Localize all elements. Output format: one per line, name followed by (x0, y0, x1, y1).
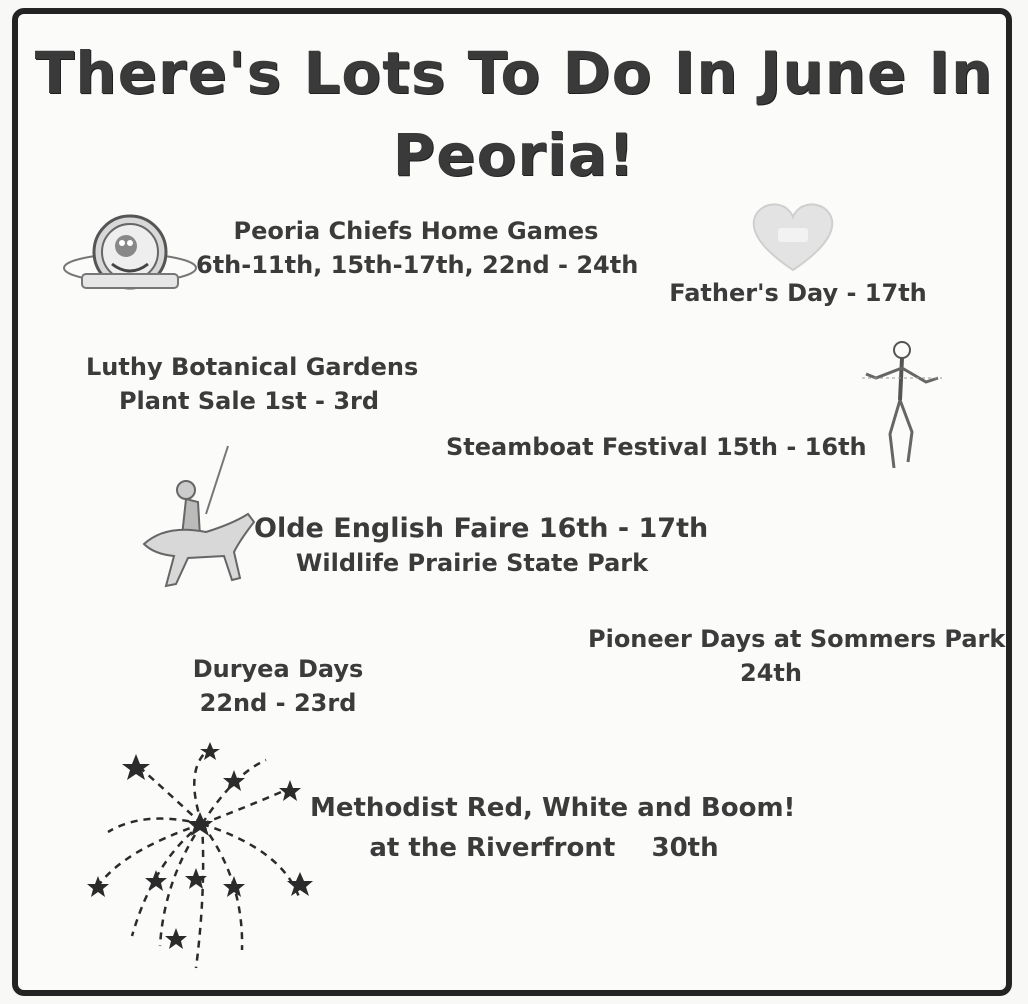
event-luthy-dates: Plant Sale 1st - 3rd (118, 387, 380, 415)
event-boom-location: at the Riverfront 30th (369, 833, 719, 863)
event-boom (310, 788, 796, 868)
event-faire-location: Wildlife Prairie State Park (295, 549, 649, 577)
event-fathers-day-title: Father's Day - 17th (669, 279, 927, 307)
event-duryea (180, 652, 376, 720)
runner-icon (862, 338, 942, 472)
event-chiefs-title: Peoria Chiefs Home Games (233, 217, 599, 245)
event-faire-title: Olde English Faire 16th - 17th (254, 513, 709, 544)
event-fathers-day (664, 276, 932, 310)
fireworks-icon (84, 740, 330, 980)
event-chiefs (196, 214, 639, 282)
event-duryea-dates: 22nd - 23rd (199, 689, 357, 717)
event-boom-title: Methodist Red, White and Boom! (310, 793, 796, 823)
event-steamboat-title: Steamboat Festival 15th - 16th (446, 433, 867, 461)
event-pioneer-title: Pioneer Days at Sommers Park (588, 625, 1006, 653)
event-faire (254, 512, 709, 580)
flyer-title-line1: There's Lots To Do In June In (34, 39, 994, 107)
event-chiefs-dates: 6th-11th, 15th-17th, 22nd - 24th (196, 251, 639, 279)
event-pioneer (588, 622, 1006, 690)
event-pioneer-date: 24th (740, 659, 802, 687)
event-luthy-title: Luthy Botanical Gardens (86, 353, 419, 381)
event-steamboat (446, 430, 867, 464)
knight-on-horse-icon (136, 444, 260, 594)
event-duryea-title: Duryea Days (192, 655, 364, 683)
heart-dad-icon (750, 200, 836, 274)
flyer-title-line2: Peoria! (392, 121, 636, 189)
event-luthy (86, 350, 419, 418)
baseball-team-logo-icon (60, 208, 200, 308)
